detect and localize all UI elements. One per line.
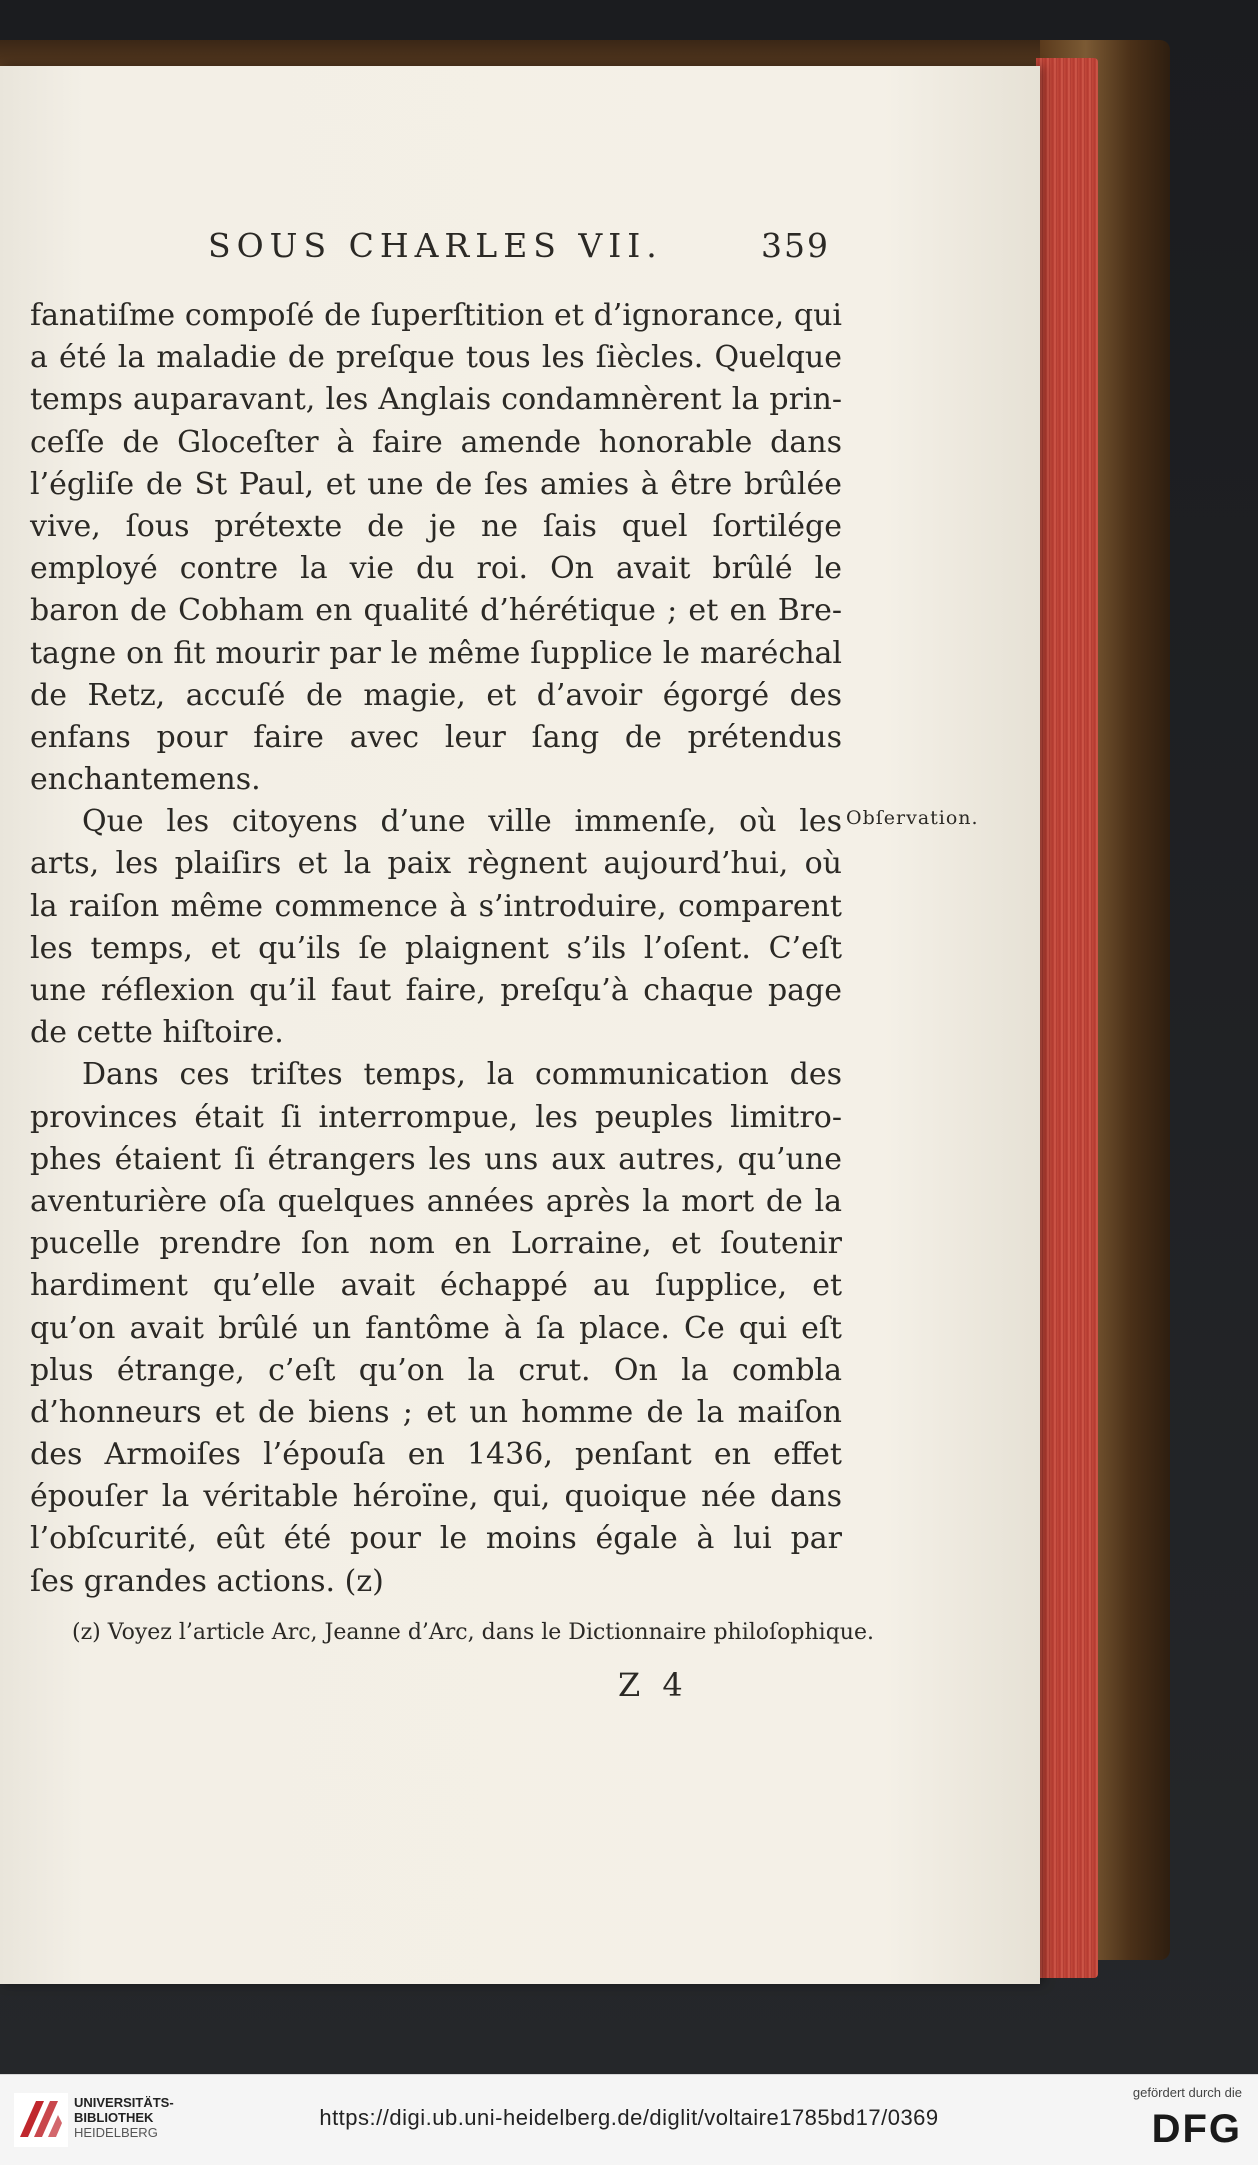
text-line: baron de Cobham en qualité d’hérétique ; et en Bre- bbox=[30, 593, 842, 629]
text-line: tagne on fit mourir par le même ſupplice le maréchal bbox=[30, 635, 842, 671]
viewer-footer bbox=[0, 2074, 1258, 2165]
body-text bbox=[30, 295, 842, 1603]
text-line: des Armoiſes l’épouſa en 1436, penſant en effet bbox=[30, 1437, 842, 1473]
text-line: plus étrange, c’eſt qu’on la crut. On la combla bbox=[30, 1352, 842, 1388]
text-line: aventurière oſa quelques années après la mort de la bbox=[30, 1183, 842, 1219]
text-line: a été la maladie de preſque tous les ſiècles. Quelque bbox=[30, 340, 842, 376]
library-name-line: HEIDELBERG bbox=[74, 2125, 158, 2140]
text-line: les temps, et qu’ils ſe plaignent s’ils l’oſent. C’eſt bbox=[30, 930, 842, 966]
page-number: 359 bbox=[761, 226, 830, 265]
text-line: d’honneurs et de biens ; et un homme de la maiſon bbox=[30, 1394, 842, 1430]
text-line: une réflexion qu’il faut faire, preſqu’à chaque page bbox=[30, 973, 842, 1008]
text-line: pucelle prendre ſon nom en Lorraine, et ſoutenir bbox=[30, 1226, 842, 1262]
text-line: provinces était ſi interrompue, les peuples limitro- bbox=[30, 1099, 842, 1135]
dfg-logo-icon bbox=[1122, 2108, 1242, 2148]
text-line: la raiſon même commence à s’introduire, comparent bbox=[30, 888, 842, 924]
text-line: enfans pour faire avec leur ſang de prétendus bbox=[30, 719, 842, 755]
funding-credit[interactable] bbox=[1122, 2085, 1242, 2153]
signature-mark: Z 4 bbox=[618, 1666, 689, 1704]
library-name-line: UNIVERSITÄTS- bbox=[74, 2095, 174, 2110]
page-edges bbox=[1036, 58, 1098, 1978]
text-line: Que les citoyens d’une ville immenſe, où les bbox=[82, 804, 842, 840]
permalink-url[interactable]: https://digi.ub.uni-heidelberg.de/diglit/voltaire1785bd17/0369 bbox=[319, 2105, 939, 2130]
running-head-title: SOUS CHARLES VII. bbox=[208, 226, 663, 265]
text-line: ſes grandes actions. (z) bbox=[30, 1563, 384, 1599]
text-line: l’égliſe de St Paul, et une de ſes amies à être brûlée bbox=[30, 466, 842, 502]
text-line: employé contre la vie du roi. On avait brûlé le bbox=[30, 551, 842, 587]
text-line: de Retz, accuſé de magie, et d’avoir égorgé des bbox=[30, 677, 842, 713]
text-line: qu’on avait brûlé un fantôme à ſa place. Ce qui eſt bbox=[30, 1310, 842, 1346]
text-line: l’obſcurité, eût été pour le moins égale à lui par bbox=[30, 1521, 842, 1557]
running-head bbox=[30, 226, 830, 278]
text-line: épouſer la véritable héroïne, qui, quoique née dans bbox=[30, 1479, 842, 1515]
text-line: ceſſe de Gloceſter à faire amende honorable dans bbox=[30, 424, 842, 460]
funding-label: gefördert durch die bbox=[1132, 2085, 1242, 2100]
text-line: Dans ces triſtes temps, la communication des bbox=[82, 1057, 842, 1093]
dfg-logo-text: DFG bbox=[1151, 2108, 1242, 2148]
text-line: de cette hiſtoire. bbox=[30, 1015, 284, 1051]
text-line: hardiment qu’elle avait échappé au ſupplice, et bbox=[30, 1268, 842, 1304]
footnote: (z) Voyez l’article Arc, Jeanne d’Arc, dans le Dictionnaire philoſophique. bbox=[72, 1620, 874, 1645]
text-line: enchantemens. bbox=[30, 762, 261, 798]
marginal-note: Obſervation. bbox=[846, 807, 979, 829]
text-line: vive, ſous prétexte de je ne ſais quel ſortilége bbox=[30, 508, 842, 544]
text-line: temps auparavant, les Anglais condamnèrent la prin- bbox=[30, 382, 842, 418]
text-line: phes étaient ſi étrangers les uns aux autres, qu’une bbox=[30, 1141, 842, 1177]
text-line: fanatiſme compoſé de ſuperſtition et d’ignorance, qui bbox=[30, 298, 842, 333]
text-line: arts, les plaiſirs et la paix règnent aujourd’hui, où bbox=[30, 846, 842, 882]
library-name-line: BIBLIOTHEK bbox=[74, 2110, 154, 2125]
